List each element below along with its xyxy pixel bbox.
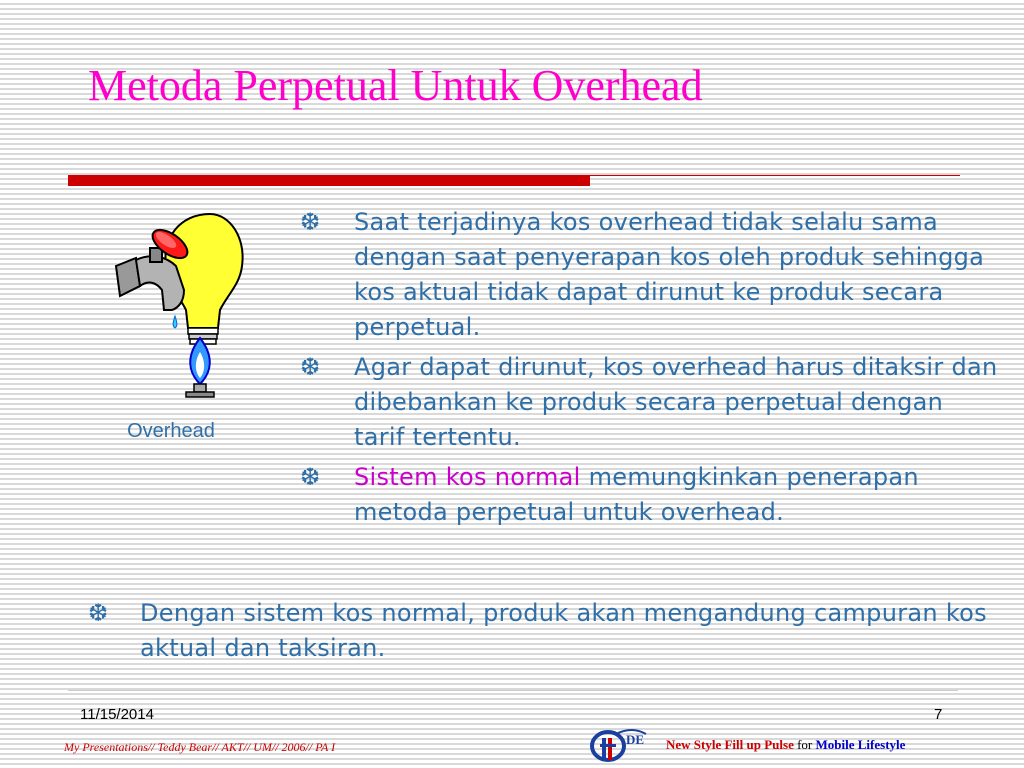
bullet-item-3: [300, 460, 1000, 530]
title-underline-thin: [590, 175, 960, 176]
bullet-item-1: [300, 205, 1000, 345]
slogan-for: for: [797, 737, 813, 752]
bullet-text: Saat terjadinya kos overhead tidak selalu sama dengan saat penyerapan kos oleh produk sehingga kos aktual tidak dapat dirunut ke produk secara perpetual.: [354, 208, 985, 341]
slide-title: Metoda Perpetual Untuk Overhead: [88, 61, 703, 110]
illustration-caption: Overhead: [127, 420, 215, 442]
snowflake-bullet-icon: ❆: [300, 353, 321, 381]
slogan-part-2: Mobile Lifestyle: [815, 737, 906, 752]
bullet-list: [300, 205, 1000, 535]
faucet-bulb-flame-icon: [102, 206, 252, 402]
footer-date: 11/15/2014: [80, 706, 154, 723]
page-number: 7: [934, 706, 943, 723]
bullet-item-2: [300, 350, 1000, 455]
outer-bullet-item: [88, 596, 988, 666]
outer-bullet-text: Dengan sistem kos normal, produk akan mengandung campuran kos aktual dan taksiran.: [140, 599, 987, 662]
bullet-text: Agar dapat dirunut, kos overhead harus ditaksir dan dibebankan ke produk secara perpetual dengan tarif tertentu.: [354, 353, 998, 451]
footer-slogan: [666, 737, 905, 753]
bullet-text: memungkinkan penerapan metoda perpetual untuk overhead.: [354, 463, 919, 526]
snowflake-bullet-icon: ❆: [88, 599, 109, 627]
footer-credit: My Presentations// Teddy Bear// AKT// UM// 2006// PA I: [64, 740, 336, 754]
ote-logo-icon: [586, 724, 648, 764]
snowflake-bullet-icon: ❆: [300, 463, 321, 491]
footer-divider: [68, 690, 958, 691]
title-underline-thick: [68, 175, 590, 186]
logo-letters: DE: [626, 732, 645, 747]
snowflake-bullet-icon: ❆: [300, 208, 321, 236]
bullet-highlight-text: Sistem kos normal: [354, 463, 581, 491]
slogan-part-1: New Style Fill up Pulse: [666, 737, 794, 752]
